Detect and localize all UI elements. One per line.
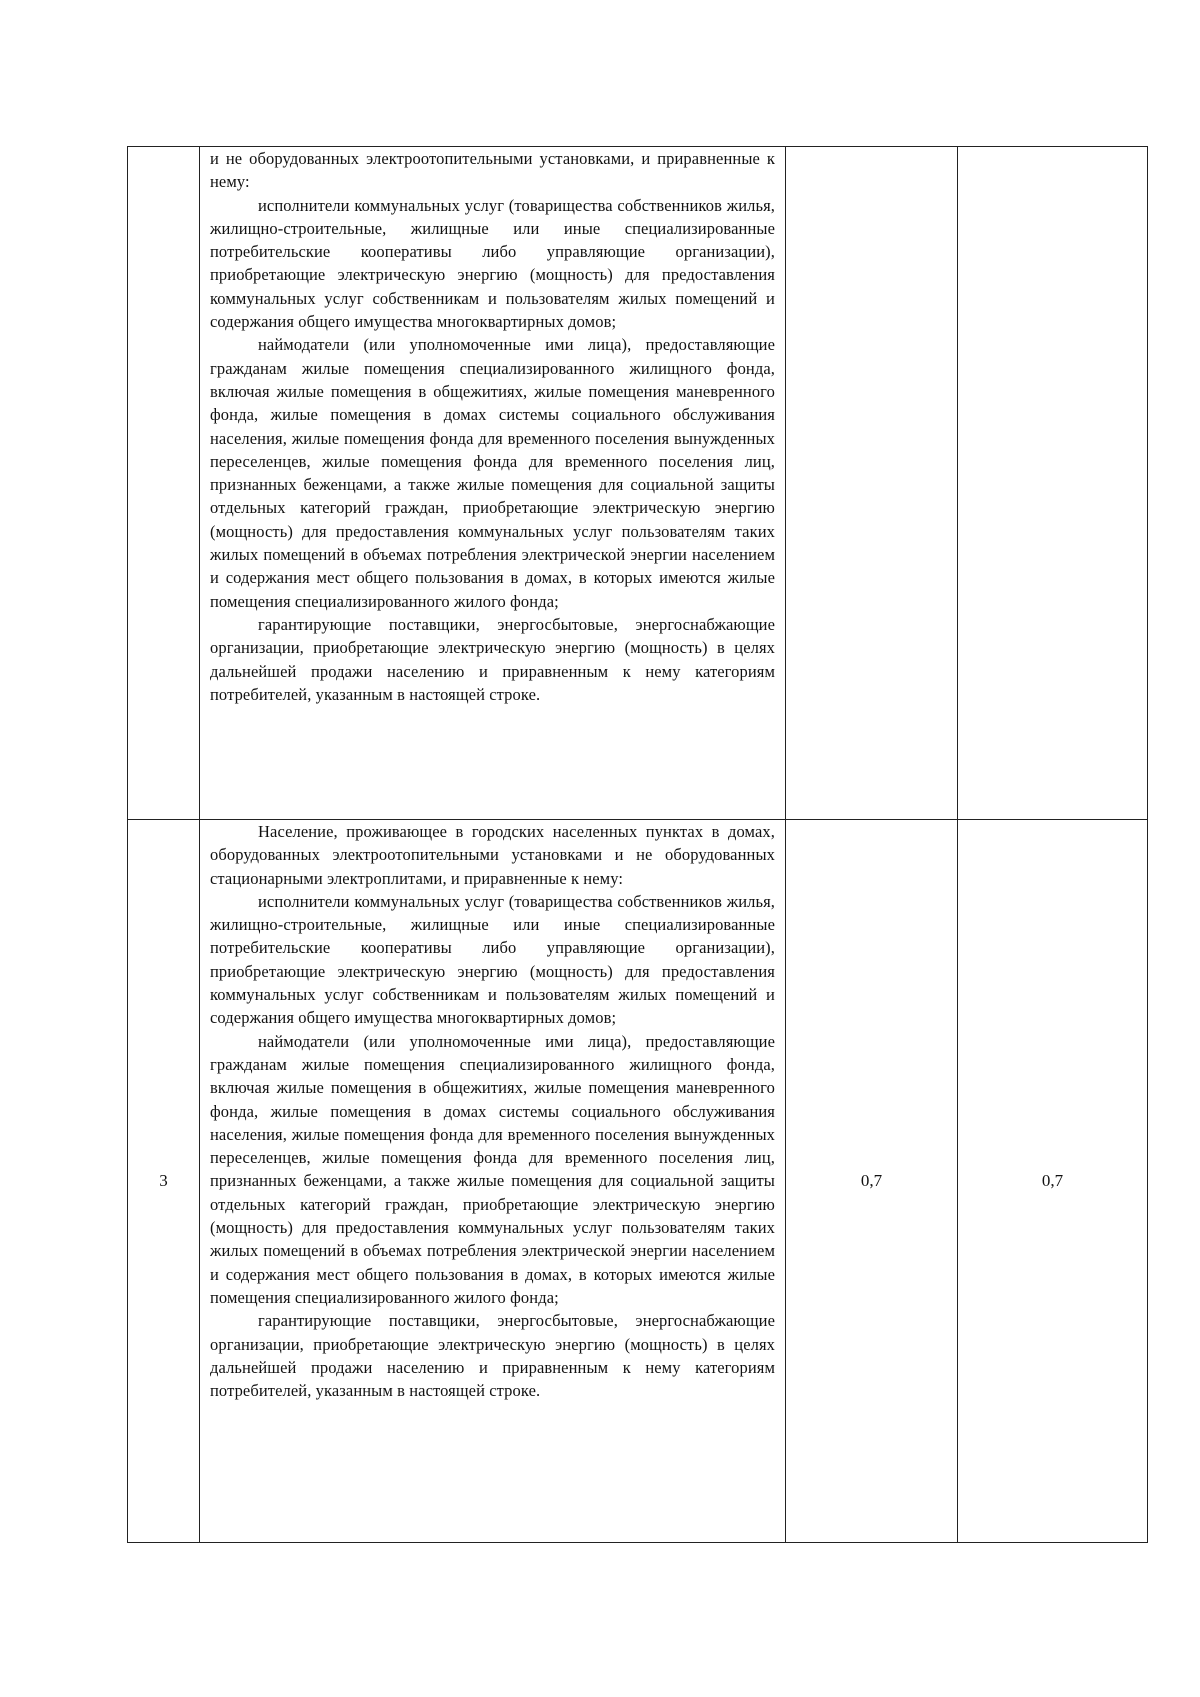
row-number-cell — [128, 147, 200, 820]
row-number-cell: 3 — [128, 820, 200, 1543]
paragraph: исполнители коммунальных услуг (товарищества собственников жилья, жилищно-строительные, жилищные или иные специализированные потребительские кооперативы либо управляющие организации), приобретающие электрическую энергию (мощность) для предоставления коммунальных услуг собственникам и пользователям жилых помещений и содержания общего имущества многоквартирных домов; — [210, 891, 775, 1028]
value-cell-2 — [958, 147, 1148, 820]
paragraph: наймодатели (или уполномоченные ими лица), предоставляющие гражданам жилые помещения специализированного жилищного фонда, включая жилые помещения в общежитиях, жилые помещения маневренного фонда, жилые помещения в домах системы социального обслуживания населения, жилые помещения фонда для временного поселения вынужденных переселенцев, жилые помещения фонда для временного поселения лиц, признанных беженцами, а также жилые помещения для социальной защиты отдельных категорий граждан, приобретающие электрическую энергию (мощность) для предоставления коммунальных услуг пользователям таких жилых помещений в объемах потребления электрической энергии населением и содержания мест общего пользования в домах, в которых имеются жилые помещения специализированного жилого фонда; — [210, 1031, 775, 1307]
value-cell-2: 0,7 — [958, 820, 1148, 1543]
description-cell — [200, 820, 786, 1543]
paragraph: и не оборудованных электроотопительными установками, и приравненные к нему: — [210, 149, 775, 192]
paragraph: Население, проживающее в городских населенных пунктах в домах, оборудованных электроотопительными установками и не оборудованных стационарными электроплитами, и приравненные к нему: — [210, 822, 775, 888]
table-row — [128, 147, 1148, 820]
table-row — [128, 820, 1148, 1543]
description-cell — [200, 147, 786, 820]
paragraph: наймодатели (или уполномоченные ими лица), предоставляющие гражданам жилые помещения специализированного жилищного фонда, включая жилые помещения в общежитиях, жилые помещения маневренного фонда, жилые помещения в домах системы социального обслуживания населения, жилые помещения фонда для временного поселения вынужденных переселенцев, жилые помещения фонда для временного поселения лиц, признанных беженцами, а также жилые помещения для социальной защиты отдельных категорий граждан, приобретающие электрическую энергию (мощность) для предоставления коммунальных услуг пользователям таких жилых помещений в объемах потребления электрической энергии населением и содержания мест общего пользования в домах, в которых имеются жилые помещения специализированного жилого фонда; — [210, 335, 775, 611]
value-cell-1 — [786, 147, 958, 820]
paragraph: исполнители коммунальных услуг (товарищества собственников жилья, жилищно-строительные, жилищные или иные специализированные потребительские кооперативы либо управляющие организации), приобретающие электрическую энергию (мощность) для предоставления коммунальных услуг собственникам и пользователям жилых помещений и содержания общего имущества многоквартирных домов; — [210, 195, 775, 332]
paragraph: гарантирующие поставщики, энергосбытовые, энергоснабжающие организации, приобретающие электрическую энергию (мощность) в целях дальнейшей продажи населению и приравненным к нему категориям потребителей, указанным в настоящей строке. — [210, 614, 775, 704]
paragraph: гарантирующие поставщики, энергосбытовые, энергоснабжающие организации, приобретающие электрическую энергию (мощность) в целях дальнейшей продажи населению и приравненным к нему категориям потребителей, указанным в настоящей строке. — [210, 1311, 775, 1401]
value-cell-1: 0,7 — [786, 820, 958, 1543]
tariff-table — [127, 146, 1148, 1543]
